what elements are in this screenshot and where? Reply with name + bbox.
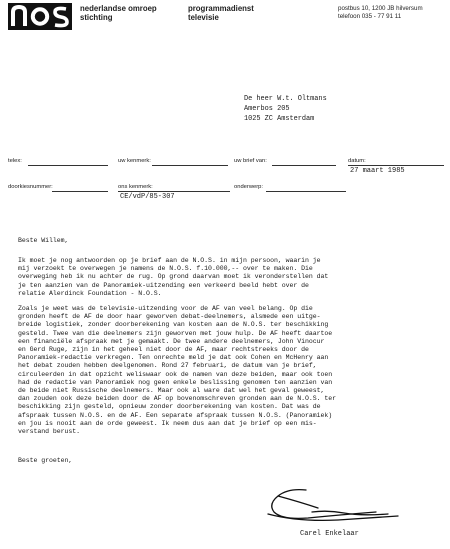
paragraph-2-line: het debat zouden hebben deelgenomen. Rond 27 februari, de datum van je brief, <box>18 362 317 370</box>
paragraph-2-line: circuleerden in dat opzicht weliswaar ook de namen van deze beiden, maar ook toen <box>18 370 333 378</box>
dept-line-2: televisie <box>188 12 219 22</box>
paragraph-2-line: beschikking zijn gesteld, opnieuw zonder doorberekening van kosten. Dat was de <box>18 403 321 411</box>
paragraph-2-line: afspraak tussen N.O.S. en de AF. Een separate afspraak tussen N.O.S. (Panoramiek) <box>18 411 333 419</box>
datum-label: datum: <box>348 158 366 164</box>
ons-kenmerk-line <box>118 191 230 192</box>
paragraph-2-line: een financiële afspraak met je gemaakt. De twee andere deelnemers, John Vinocur <box>18 337 325 345</box>
addressee-name: De heer W.t. Oltmans <box>244 95 327 103</box>
doorkiesnummer-line <box>52 191 108 192</box>
reference-row-1 <box>8 158 448 182</box>
address-line-1: postbus 10, 1200 JB hilversum <box>338 5 423 12</box>
paragraph-2-line: de beide niet Russische deelnemers. Maar ook al ware dat wel het geval geweest, <box>18 387 325 395</box>
paragraph-2-line: had de redactie van Panoramiek nog geen enkele beslissing genomen ten aanzien van <box>18 378 333 386</box>
paragraph-1-line: je ten aanzien van de Panoramiek-uitzending een verkeerd beeld hebt over de <box>18 281 309 289</box>
onderwerp-label: onderwerp: <box>234 184 264 190</box>
paragraph-2 <box>18 305 448 436</box>
uw-brief-van-label: uw brief van: <box>234 158 267 164</box>
department-name <box>188 5 254 22</box>
signer-name: Carel Enkelaar <box>300 530 359 538</box>
paragraph-2-line: Zoals je weet was de televisie-uitzending voor de AF van veel belang. Op die <box>18 305 313 312</box>
paragraph-2-line: gesteld. Twee van die deelnemers zijn geworven met jouw hulp. De AF heeft daartoe <box>18 329 333 337</box>
paragraph-2-line: verstand berust. <box>18 428 81 436</box>
telex-line <box>28 165 108 166</box>
paragraph-1-line: relatie Alerdinck Foundation - N.O.S. <box>18 289 162 297</box>
doorkiesnummer-label: doorkiesnummer: <box>8 184 53 190</box>
ons-kenmerk-value: CE/vdP/85-307 <box>120 193 175 201</box>
onderwerp-line <box>266 191 346 192</box>
reference-row-2 <box>8 184 448 208</box>
addressee-block <box>244 94 327 124</box>
nos-logo-icon <box>8 3 72 30</box>
paragraph-2-line: breide logistiek, zonder doorberekening van kosten aan de N.O.S. ter beschikking <box>18 321 329 329</box>
dept-line-1: programmadienst <box>188 4 254 13</box>
paragraph-2-line: dan zouden ook deze beiden door de AF op bovenomschreven gronden aan de N.O.S. ter <box>18 395 337 403</box>
uw-kenmerk-line <box>152 165 228 166</box>
address-line-2: telefoon 035 - 77 91 11 <box>338 13 402 20</box>
paragraph-1-line: Ik moet je nog antwoorden op je brief aan de N.O.S. in mijn persoon, waarin je <box>18 257 321 264</box>
org-name <box>80 5 157 22</box>
closing: Beste groeten, <box>18 457 73 464</box>
paragraph-1-line: mij verzoekt te overwegen je namens de N.O.S. f.10.000,-- over te maken. Die <box>18 265 313 273</box>
datum-value: 27 maart 1985 <box>350 167 405 175</box>
paragraph-2-line: en Gerd Ruge, zijn in het geheel niet door de AF, maar rechtstreeks door de <box>18 346 309 354</box>
letterhead-address <box>338 5 423 21</box>
paragraph-1-line: overweging heb ik nu achter de rug. Op grond daarvan moet ik veronderstellen dat <box>18 273 329 281</box>
paragraph-2-line: gronden heeft de AF de door haar geworven debat-deelnemers, alsmede een uitge- <box>18 313 321 321</box>
paragraph-2-line: en jou is nooit aan de orde geweest. Ik neem dus aan dat je brief op een mis- <box>18 419 317 427</box>
telex-label: telex: <box>8 158 22 164</box>
paragraph-1 <box>18 257 448 298</box>
handwritten-signature <box>248 482 408 526</box>
addressee-city: 1025 ZC Amsterdam <box>244 115 315 123</box>
letterhead <box>8 3 448 33</box>
salutation: Beste Willem, <box>18 237 69 244</box>
uw-brief-van-line <box>272 165 336 166</box>
org-line-1: nederlandse omroep <box>80 4 157 13</box>
addressee-street: Amerbos 205 <box>244 105 290 113</box>
org-line-2: stichting <box>80 12 113 22</box>
paragraph-2-line: Panoramiek-redactie verkregen. Ten onrechte meld je dat ook Cohen en McHenry aan <box>18 354 329 362</box>
datum-line <box>348 165 444 166</box>
uw-kenmerk-label: uw kenmerk: <box>118 158 151 164</box>
ons-kenmerk-label: ons kenmerk: <box>118 184 153 190</box>
